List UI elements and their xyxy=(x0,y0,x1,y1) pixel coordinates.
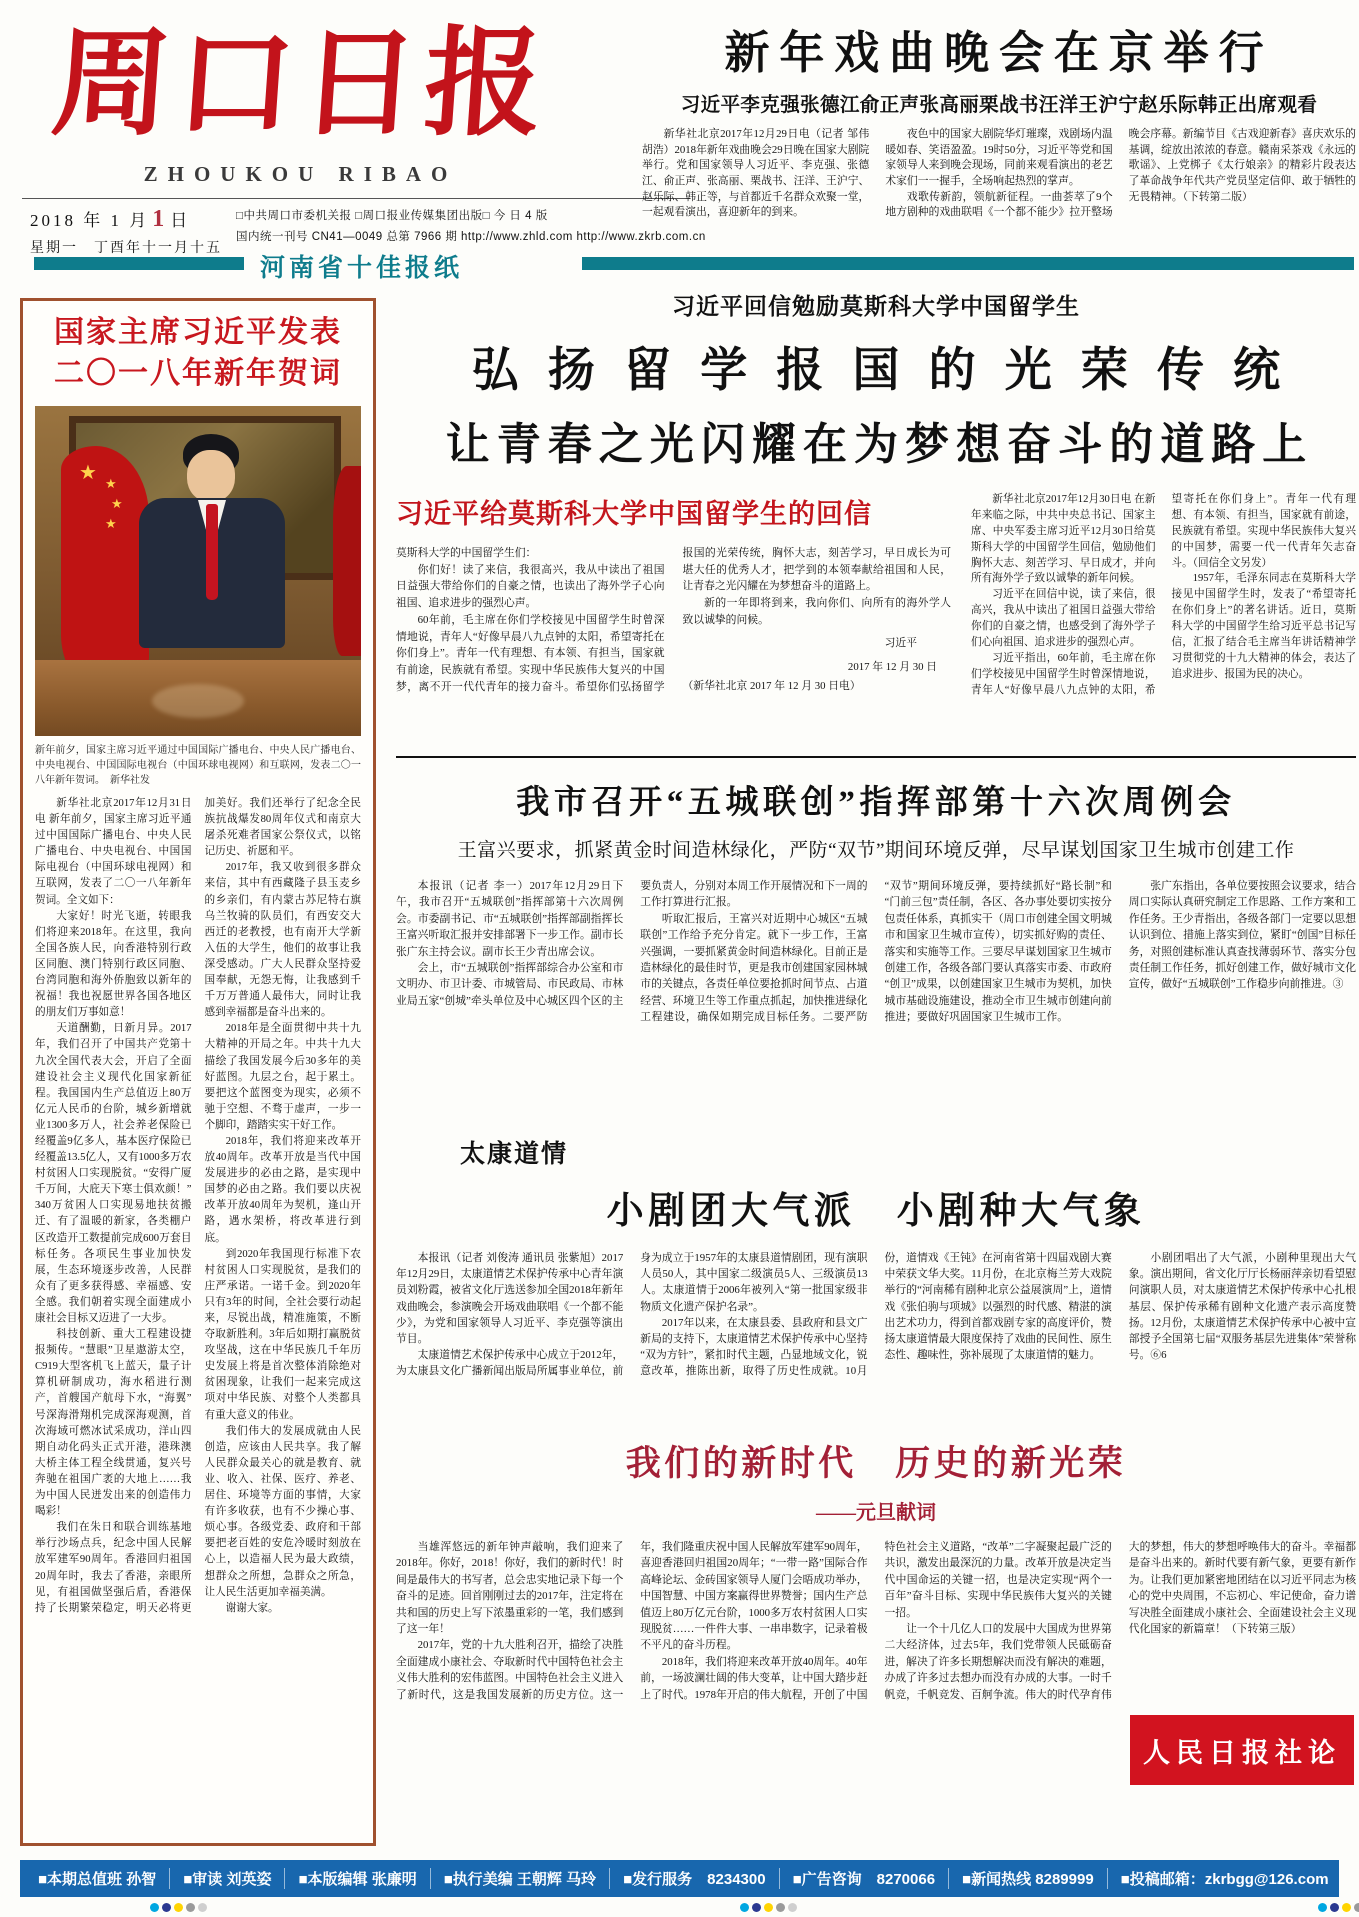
paragraph: ■本期总值班 孙智 xyxy=(38,1871,157,1888)
letter-news-column xyxy=(951,492,1356,740)
figure-face xyxy=(187,450,235,502)
pub-line1: □中共周口市委机关报 □周口报业传媒集团出版□ 今 日 4 版 xyxy=(236,210,548,222)
registration-dot xyxy=(198,1903,207,1912)
paragraph: 到2020年我国现行标准下农村贫困人口实现脱贫，是我们的庄严承诺。一诺千金。到2020年只有3年的时间，全社会要行动起来，尽锐出战，精准施策，不断夺取新胜利。3年后如期打赢脱贫攻坚战，这在中华民族几千年历史发展上将是首次整体消除绝对贫困现象，让我们一起来完成这项对中华民族、对整个人类都具有重大意义的伟业。 xyxy=(204,1248,361,1421)
main-content xyxy=(396,280,1356,1846)
registration-dot xyxy=(174,1903,183,1912)
paragraph: 新华社北京2017年12月29日电（记者 邹伟 胡浩）2018年新年戏曲晚会29日晚在国家大剧院举行。党和国家领导人习近平、李克强、张德江、俞正声、张高丽、栗战书、汪洋、王沪宁、赵乐际、韩正等，与首都近千名群众欢聚一堂，一起观看演出，喜迎新年的到来。 xyxy=(642,128,870,219)
date-block xyxy=(30,206,222,256)
paragraph: 科技创新、重大工程建设捷报频传。“慧眼”卫星遨游太空，C919大型客机飞上蓝天，量子计算机研制成功，海水稻进行测产，首艘国产航母下水，“海翼”号深海滑翔机完成深海观测，首次海域可燃冰试采成功，洋山四期自动化码头正式开港，港珠澳大桥主体工程全线贯通，复兴号奔驰在祖国广袤的大地上……我为中国人民迸发出来的创造伟力喝彩！ xyxy=(35,1329,192,1518)
letter-headline-line2: 让青春之光闪耀在为梦想奋斗的道路上 xyxy=(445,420,1314,469)
registration-dot xyxy=(740,1903,749,1912)
registration-dot xyxy=(776,1903,785,1912)
paragraph: 习近平指出，60年前，毛主席在你们学校接见中国留学生时曾深情地说，青年人“好像早晨八九点钟的太阳，希望寄托在你们身上”。青年一代有理想、有本领、有担当，国家就有前途，民族就有希望。实现中华民族伟大复兴的中国梦，需要一代一代青年矢志奋斗。（回信全文另发） xyxy=(971,494,1356,696)
paragraph: ■执行美编 王朝辉 马玲 xyxy=(430,1868,609,1889)
letter-salutation: 莫斯科大学的中国留学生们： xyxy=(396,547,537,559)
top-story-headline: 新年戏曲晚会在京举行 xyxy=(724,28,1274,78)
letter-kicker: 习近平回信勉励莫斯科大学中国留学生 xyxy=(672,294,1080,319)
paragraph: 谢谢大家。 xyxy=(225,1602,279,1614)
header-rule xyxy=(22,198,690,199)
paragraph: 戏歌传新韵，领航新征程。一曲荟萃了9个地方剧种的戏曲联唱《一个都不能少》拉开整场晚会序幕。新编节目《古戏迎新春》喜庆欢乐的基调，绽放出浓浓的春意。赣南采茶戏《永远的歌谣》、上党梆子《太行娘亲》的精彩片段表达了革命战争年代共产党员坚定信仰、敢于牺牲的无畏精神。（下转第二版） xyxy=(885,128,1356,219)
address-headline-line2: 二〇一八年新年贺词 xyxy=(54,356,342,390)
paragraph: 2017年，党的十九大胜利召开，描绘了决胜全面建成小康社会、夺取新时代中国特色社会主义伟大胜利的宏伟蓝图。中国特色社会主义进入了新时代，这是我国发展新的历史方位。这一年，我们隆重庆祝中国人民解放军建军90周年，喜迎香港回归祖国20周年；“一带一路”国际合作高峰论坛、金砖国家领导人厦门会晤成功举办，中国智慧、中国方案赢得世界赞誉；国内生产总值迈上80万亿元台阶，1000多万农村贫困人口实现脱贫……一件件大事、一串串数字，记录着极不平凡的奋斗历程。 xyxy=(396,1541,868,1701)
top-story-body xyxy=(642,127,1356,245)
paragraph: 我们伟大的发展成就由人民创造，应该由人民共享。我了解人民群众最关心的就是教育、就业、收入、社保、医疗、养老、居住、环境等方面的事情，大家有许多收获，也有不少操心事、烦心事。各级党委、政府和干部要把老百姓的安危冷暖时刻放在心上，以造福人民为最大政绩，想群众之所想，急群众之所急，让人民生活更加幸福美满。 xyxy=(204,1425,361,1598)
date-prefix: 2018 年 1 月 xyxy=(30,211,150,230)
letter-signature-date: 2017 年 12 月 30 日 xyxy=(847,661,937,674)
editorial-wrap xyxy=(396,1539,1356,1797)
registration-dot xyxy=(1354,1903,1359,1912)
paragraph: 本报讯（记者 李一）2017年12月29日下午，我市召开“五城联创”指挥部第十六次周例会。市委副书记、市“五城联创”指挥部副指挥长王富兴听取汇报并安排部署下一步工作。副市长张广东主持会议。副市长王少青出席会议。 xyxy=(396,880,624,958)
reply-subhead: 习近平给莫斯科大学中国留学生的回信 xyxy=(396,499,872,529)
registration-dot xyxy=(788,1903,797,1912)
award-bar-right xyxy=(582,257,1354,270)
section-divider xyxy=(396,756,1356,758)
paragraph: ■新闻热线 8289999 xyxy=(948,1868,1107,1889)
paragraph: 2018年是全面贯彻中共十九大精神的开局之年。中共十九大描绘了我国发展今后30多年的美好蓝图。九层之台，起于累土。要把这个蓝图变为现实，必须不驰于空想、不骛于虚声，一步一个脚印，踏踏实实干好工作。 xyxy=(204,1023,361,1131)
award-bar-left xyxy=(34,257,244,270)
address-headline-line1: 国家主席习近平发表 xyxy=(54,316,342,349)
paragraph: 60年前，毛主席在你们学校接见中国留学生时曾深情地说，青年人“好像早晨八九点钟的太阳，希望寄托在你们身上”。青年一代有理想、有本领、有担当，国家就有前途，民族就有希望。实现中华民族伟大复兴的中国梦，离不开一代代青年的接力奋斗。希望你们弘扬留学报国的光荣传统，胸怀大志，刻苦学习，早日成长为可堪大任的优秀人才，把学到的本领奉献给祖国和人民，让青春之光闪耀在为梦想奋斗的道路上。 xyxy=(396,547,951,693)
paragraph: 你们好！读了来信，我很高兴，我从中读出了祖国日益强大带给你们的自豪之情，也读出了海外学子心向祖国、追求进步的强烈心声。 xyxy=(396,563,665,610)
paragraph: ■发行服务 8234300 xyxy=(609,1868,778,1889)
paragraph: 新华社北京2017年12月30日电 在新年来临之际，中共中央总书记、国家主席、中央军委主席习近平12月30日给莫斯科大学的中国留学生回信，勉励他们胸怀大志、刻苦学习、早日成才，并向所有海外学子致以诚挚的新年问候。 xyxy=(971,494,1156,585)
flag-star-icon: ★ xyxy=(105,516,117,531)
paragraph: ■广告咨询 8270066 xyxy=(779,1868,948,1889)
photo-caption: 新年前夕，国家主席习近平通过中国国际广播电台、中央人民广播电台、中央电视台、中国国际电视台（中国环球电视网）和互联网，发表二〇一八年新年贺词。 新华社发 xyxy=(35,745,361,786)
paragraph: ■投稿邮箱：zkrbgg@126.com xyxy=(1107,1868,1342,1889)
taikang-kicker: 太康道情 xyxy=(460,1141,569,1168)
footer-bar xyxy=(20,1860,1339,1897)
paragraph: 2018年，我们将迎来改革开放40周年。40年前，一场波澜壮阔的伟大变革，让中国大踏步赶上了时代。1978年开启的伟大航程，开创了中国特色社会主义道路，“改革”二字凝聚起最广泛的共识，激发出最深沉的力量。改革开放是决定当代中国命运的关键一招，也是决定实现“两个一百年”奋斗目标、实现中华民族伟大复兴的关键一招。 xyxy=(640,1541,1112,1701)
editorial-headline: 我们的新时代 历史的新光荣 xyxy=(625,1444,1127,1483)
taikang-headline: 小剧团大气派 小剧种大气象 xyxy=(606,1191,1146,1232)
registration-dot xyxy=(1318,1903,1327,1912)
registration-dot xyxy=(186,1903,195,1912)
paragraph: 当雄浑悠远的新年钟声敲响，我们迎来了2018年。你好，2018！你好，我们的新时代！时间是最伟大的书写者，总会忠实地记录下每一个奋斗的足迹。回首刚刚过去的2017年，注定将在共和国的历史上写下浓墨重彩的一笔，我们感到了这一年！ xyxy=(396,1541,624,1636)
registration-dot xyxy=(752,1903,761,1912)
paragraph: 让一个十几亿人口的发展中大国成为世界第二大经济体，过去5年，我们党带领人民砥砺奋进，解决了许多长期想解决而没有解决的难题，办成了许多过去想办而没有办成的大事。一时千帆竞，千帆竞发、百舸争流。伟大的时代孕育伟大的梦想，伟大的梦想呼唤伟大的奋斗。幸福都是奋斗出来的。新时代要有新气象，更要有新作为。让我们更加紧密地团结在以习近平同志为核心的党中央周围，不忘初心、牢记使命，奋力谱写决胜全面建成小康社会、全面建设社会主义现代化国家的新篇章！（下转第三版） xyxy=(884,1541,1356,1701)
paragraph: 大家好！时光飞逝，转眼我们将迎来2018年。在这里，我向全国各族人民，向香港特别行政区同胞、澳门特别行政区同胞、台湾同胞和海外侨胞致以新年的祝福！我也祝愿世界各国各地区的朋友们万事如意！ xyxy=(35,910,192,1019)
top-story xyxy=(642,16,1356,248)
letter-news-body xyxy=(971,492,1356,734)
registration-dot xyxy=(764,1903,773,1912)
paragraph: 会上，市“五城联创”指挥部综合办公室和市文明办、市卫计委、市城管局、市民政局、市林业局五家“创城”牵头单位及中心城区四个区的主要负责人，分别对本周工作开展情况和下一周的工作打算进行汇报。 xyxy=(396,880,868,1007)
flag-star-icon: ★ xyxy=(105,476,117,491)
registration-dots-center xyxy=(740,1903,797,1913)
weekday-lunar: 星期一 丁酉年十一月十五 xyxy=(30,241,222,256)
newspaper-title: 周口日报 xyxy=(47,19,554,150)
registration-dot xyxy=(1330,1903,1339,1912)
paragraph: 1957年，毛泽东同志在莫斯科大学接见中国留学生时，发表了“希望寄托在你们身上”的著名讲话。近日，莫斯科大学的中国留学生给习近平总书记写信，汇报了结合毛主席当年讲话精神学习贯彻党的十九大精神的体会，表达了追求进步、报国为民的决心。 xyxy=(1171,573,1356,680)
letter-band xyxy=(396,492,1356,740)
date-day: 1 xyxy=(152,206,168,232)
china-flag-right xyxy=(333,466,361,656)
wucheng-body xyxy=(396,878,1356,1116)
paragraph: 我们在朱日和联合训练基地举行沙场点兵，纪念中国人民解放军建军90周年。香港回归祖国20周年时，我去了香港，亲眼所见，有祖国做坚强后盾，香港保持了长期繁荣稳定，明天必将更加美好。我们还举行了纪念全民族抗战爆发80周年仪式和南京大屠杀死难者国家公祭仪式，以铭记历史、祈愿和平。 xyxy=(35,798,361,1614)
registration-dot xyxy=(1342,1903,1351,1912)
paragraph: 新的一年即将到来，我向你们、向所有的海外学人致以诚挚的问候。 xyxy=(682,597,951,626)
flag-star-icon: ★ xyxy=(111,496,123,511)
letter-left-column xyxy=(396,492,951,740)
registration-dots-right xyxy=(1318,1903,1359,1913)
newspaper-pinyin: ZHOUKOU RIBAO xyxy=(143,162,458,186)
paragraph: 小剧团唱出了大气派，小剧种里现出大气象。演出期间，省文化厅厅长杨丽萍亲切看望慰问演职人员，对太康道情艺术保护传承中心扎根基层、保护传承稀有剧种文化遗产表示高度赞扬。12月份，太康道情艺术保护传承中心被中宣部授予全国第七届“双服务基层先进集体”荣誉称号。⑥6 xyxy=(1128,1252,1356,1362)
registration-dots-left xyxy=(150,1903,207,1913)
paragraph: 新华社北京2017年12月31日电 新年前夕，国家主席习近平通过中国国际广播电台、中央人民广播电台、中央电视台、中国国际电视台（中国环球电视网）和互联网，发表了二〇一八年新年贺词。全文如下： xyxy=(35,798,192,906)
paragraph: 太康道情艺术保护传承中心成立于2012年，为太康县文化广播新闻出版局所属事业单位，前身为成立于1957年的太康县道情剧团，现有演职人员50人，其中国家二级演员5人、三级演员13人。太康道情于2006年被列入“第一批国家级非物质文化遗产保护名录”。 xyxy=(396,1252,868,1378)
top-story-subhead: 习近平李克强张德江俞正声张高丽栗战书汪洋王沪宁赵乐际韩正出席观看 xyxy=(680,95,1318,116)
award-banner-text: 河南省十佳报纸 xyxy=(260,255,464,282)
pub-line2: 国内统一刊号 CN41—0049 总第 7966 期 http://www.zhld.com http://www.zkrb.com.cn xyxy=(236,231,706,243)
taikang-body xyxy=(396,1250,1356,1412)
flag-star-icon: ★ xyxy=(79,462,97,484)
wucheng-headline: 我市召开“五城联创”指挥部第十六次周例会 xyxy=(516,785,1236,821)
paragraph: 夜色中的国家大剧院华灯璀璨，戏剧场内温暖如春、笑语盈盈。19时50分，习近平等党和国家领导人来到晚会现场，同前来观看演出的老艺术家们一一握手，全场响起热烈的掌声。 xyxy=(885,128,1113,187)
paragraph: 天道酬勤，日新月异。2017年，我们召开了中国共产党第十九次全国代表大会，开启了全面建设社会主义现代化国家新征程。我国国内生产总值迈上80万亿元人民币的台阶，城乡新增就业1300多万人，社会养老保险已经覆盖9亿多人，基本医疗保险已经覆盖13.5亿人，又有1000多万农村贫困人口实现脱贫。“安得广厦千万间，大庇天下寒士俱欢颜！”340万贫困人口实现易地扶贫搬迁、有了温暖的新家，各类棚户区改造开工数提前完成600万套目标任务。各项民生事业加快发展，生态环境逐步改善，人民群众有了更多获得感、幸福感、安全感。我们朝着实现全面建成小康社会目标又迈进了一大步。 xyxy=(35,1023,192,1324)
photo-xi-new-year-address xyxy=(35,406,361,736)
publication-info xyxy=(222,206,706,252)
date-suffix: 日 xyxy=(170,211,191,230)
letter-credit: （新华社北京 2017 年 12 月 30 日电） xyxy=(682,680,861,693)
paragraph: 2017年以来，在太康县委、县政府和县文广新局的支持下，太康道情艺术保护传承中心坚持“双为方针”，紧扣时代主题，凸显地域文化，锐意改革，推陈出新，取得了历史性成就。10月份，道情戏《王钝》在河南省第十四届戏剧大赛中荣获文华大奖。11月份，在北京梅兰芳大戏院举行的“河南稀有剧种北京公益展演周”上，道情戏《张伯驹与项城》以强烈的时代感、精湛的演出艺术功力，得到首都戏剧专家的高度评价，赞扬太康道情最大限度保持了戏曲的民间性、原生态性、趣味性，弥补展现了太康道情的魅力。 xyxy=(640,1252,1112,1378)
editorial-subhead: ——元旦献词 xyxy=(816,1502,936,1524)
paragraph: 习近平在回信中说，读了来信，很高兴，我从中读出了祖国日益强大带给你们的自豪之情，也感受到了海外学子们心向祖国、追求进步的强烈心声。 xyxy=(971,589,1156,649)
paragraph: 2018年，我们将迎来改革开放40周年。改革开放是当代中国发展进步的必由之路，是实现中国梦的必由之路。我们要以庆祝改革开放40周年为契机，逢山开路，遇水架桥，将改革进行到底。 xyxy=(204,1135,361,1244)
letter-signature: 习近平 xyxy=(884,636,917,649)
desk-reflection xyxy=(152,684,243,718)
wucheng-deck: 王富兴要求，抓紧黄金时间造林绿化，严防“双节”期间环境反弹，尽早谋划国家卫生城市创建工作 xyxy=(457,840,1295,861)
address-body xyxy=(35,796,361,1764)
china-flag xyxy=(61,446,149,681)
paragraph: 张广东指出，各单位要按照会议要求，结合周口实际认真研究制定工作思路、工作方案和工作任务。王少青指出，各级各部门一定要以思想认识到位、措施上落实到位，紧盯“创国”目标任务，对照创建标准认真查找薄弱环节、落实分包责任制工作任务，抓好创建工作，做好城市文化宣传，做好“五城联创”工作稳步向前推进。③ xyxy=(1128,880,1356,991)
paragraph: 2017年，我又收到很多群众来信，其中有西藏隆子县玉麦乡的乡亲们，有内蒙古苏尼特右旗乌兰牧骑的队员们，有西安交大西迁的老教授，也有南开大学新入伍的大学生，他们的故事让我深受感动。广大人民群众坚持爱国奉献，无怨无悔，让我感到千千万万普通人最伟大，同时让我感到幸福都是奋斗出来的。 xyxy=(204,862,361,1019)
date-row xyxy=(30,206,222,233)
registration-dot xyxy=(162,1903,171,1912)
peoples-daily-editorial-badge: 人民日报社论 xyxy=(1130,1715,1354,1785)
figure-red-tie xyxy=(206,504,218,600)
letter-text xyxy=(396,545,951,731)
paragraph: 听取汇报后，王富兴对近期中心城区“五城联创”工作给予充分肯定。就下一步工作，王富兴强调，一要抓紧黄金时间造林绿化。目前正是造林绿化的最佳时节，更是我市创建国家园林城市的关键点，各责任单位要抢抓时间节点、占道经营、环境卫生等工作重点抓起，加快推进绿化工程建设，确保如期完成目标任务。二要严防“双节”期间环境反弹，要持续抓好“路长制”和“门前三包”责任制，各区、各办事处要切实按分包责任体系，真抓实干（周口市创建全国文明城市和国家卫生城市宣传），切实抓好购的责任、落实和实施等工作。三要尽早谋划国家卫生城市创建工作，各级各部门要认真落实市委、市政府“创卫”成果，以创建国家卫生城市为契机，加快城市基础设施建设，推动全市卫生城市创建向前推进；要做好巩固国家卫生城市工作。 xyxy=(640,880,1112,1024)
masthead xyxy=(28,10,573,198)
new-year-address-box xyxy=(20,298,376,1846)
award-band xyxy=(22,252,1354,282)
registration-dot xyxy=(150,1903,159,1912)
paragraph: 本报讯（记者 刘俊涛 通讯员 张紫旭）2017年12月29日，太康道情艺术保护传承中心青年演员刘粉霞，被省文化厅选送参加全国2018年新年戏曲晚会，参演晚会开场戏曲联唱《一个都不能少》，为党和国家领导人习近平、李克强等演出节目。 xyxy=(396,1252,624,1345)
paragraph: ■本版编辑 张廉明 xyxy=(284,1868,429,1889)
paragraph: ■审读 刘英姿 xyxy=(169,1868,284,1889)
dateline xyxy=(30,206,706,256)
letter-headline-line1: 弘扬留学报国的光荣传统 xyxy=(471,345,1310,397)
